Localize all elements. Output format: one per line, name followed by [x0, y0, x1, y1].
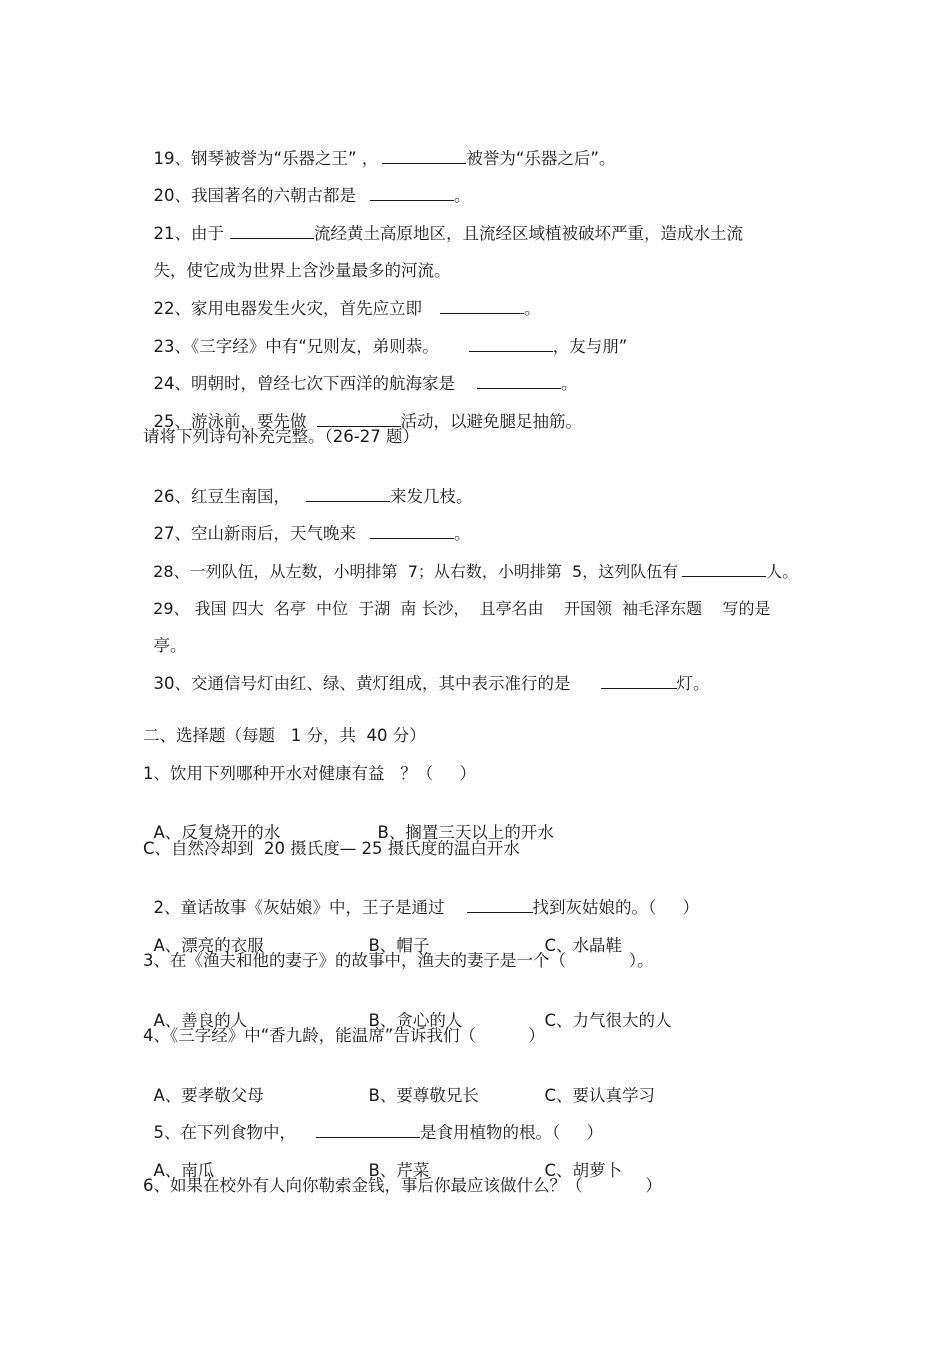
q29-text: 29、 我国 四大 名亭 中位 于湖 南 长沙， 且亭名由 开国领 袖毛泽东题 写的是	[153, 599, 771, 618]
choice-q3-option-c[interactable]: C、力气很大的人	[544, 1011, 672, 1030]
q28-text: 28、一列队伍，从左数，小明排第 7；从右数，小明排第 5，这列队伍有	[153, 562, 679, 581]
question-30	[143, 651, 710, 695]
q29-text-end: 亭。	[153, 636, 187, 655]
choice-q1-option-b[interactable]: B、搁置三天以上的开水	[377, 823, 554, 842]
answer-blank[interactable]	[317, 411, 401, 427]
answer-blank[interactable]	[370, 185, 454, 201]
q23-text-end: ，友与朋”	[552, 337, 628, 356]
answer-blank[interactable]	[306, 486, 390, 502]
q19-text: 19、钢琴被誉为“乐器之王” ，	[153, 149, 379, 168]
answer-blank[interactable]	[469, 336, 553, 352]
section-2-title: 二、选择题（每题 1 分，共 40 分）	[143, 726, 426, 745]
q25-text-end: 活动，以避免腿足抽筋。	[400, 412, 582, 431]
q20-text-end: 。	[454, 186, 471, 205]
choice-q2-option-a[interactable]: A、漂亮的衣服	[153, 936, 264, 955]
choice-q5-option-c[interactable]: C、胡萝卜	[544, 1161, 623, 1180]
answer-blank[interactable]	[601, 673, 677, 689]
q24-text-end: 。	[561, 374, 578, 393]
choice-q1-option-c[interactable]: C、自然冷却到 20 摄氏度— 25 摄氏度的温白开水	[143, 839, 520, 858]
q20-text: 20、我国著名的六朝古都是	[153, 186, 356, 205]
q26-text-end: 来发几枝。	[390, 487, 473, 506]
choice-q1-stem: 1、饮用下列哪种开水对健康有益 ？（ ）	[143, 764, 476, 783]
q22-text: 22、家用电器发生火灾，首先应立即	[153, 299, 422, 318]
choice-q5-option-b[interactable]: B、芹菜	[368, 1161, 430, 1180]
q21-text-end: 失，使它成为世界上含沙量最多的河流。	[153, 261, 451, 280]
q5-stem-end: 是食用植物的根。（ ）	[420, 1123, 603, 1142]
choice-q4-option-b[interactable]: B、要尊敬兄长	[368, 1086, 479, 1105]
answer-blank[interactable]	[440, 298, 524, 314]
q21-text-mid: 流经黄土高原地区，且流经区域植被破坏严重，造成水土流	[314, 224, 743, 243]
answer-blank[interactable]	[682, 561, 766, 577]
q22-text-end: 。	[524, 299, 541, 318]
q2-stem-text: 2、童话故事《灰姑娘》中，王子是通过	[153, 898, 445, 917]
q23-text: 23、《三字经》中有“兄则友，弟则恭。	[153, 337, 439, 356]
answer-blank[interactable]	[316, 1122, 420, 1138]
answer-blank[interactable]	[230, 223, 314, 239]
answer-blank[interactable]	[382, 148, 466, 164]
q27-text-end: 。	[454, 524, 471, 543]
choice-q3-option-a[interactable]: A、善良的人	[153, 1011, 248, 1030]
q27-text: 27、空山新雨后，天气晚来	[153, 524, 356, 543]
choice-q2-option-c[interactable]: C、水晶鞋	[544, 936, 623, 955]
choice-q4-option-a[interactable]: A、要孝敬父母	[153, 1086, 264, 1105]
q26-text: 26、红豆生南国，	[153, 487, 290, 506]
q2-stem-end: 找到灰姑娘的。（ ）	[532, 898, 699, 917]
q21-text: 21、由于	[153, 224, 224, 243]
answer-blank[interactable]	[467, 897, 533, 913]
choice-q3-option-b[interactable]: B、贪心的人	[368, 1011, 463, 1030]
choice-q3-stem: 3、在《渔夫和他的妻子》的故事中，渔夫的妻子是一个（ ）。	[143, 951, 654, 970]
choice-q5-option-a[interactable]: A、南瓜	[153, 1161, 215, 1180]
q24-text: 24、明朝时，曾经七次下西洋的航海家是	[153, 374, 455, 393]
q30-text: 30、交通信号灯由红、绿、黄灯组成，其中表示准行的是	[153, 674, 571, 693]
choice-q2-option-b[interactable]: B、帽子	[368, 936, 430, 955]
choice-q4-stem: 4、《三字经》中“香九龄，能温席”告诉我们（ ）	[143, 1026, 545, 1045]
q19-text-end: 被誉为“乐器之后”。	[466, 149, 616, 168]
choice-q4-option-c[interactable]: C、要认真学习	[544, 1086, 656, 1105]
answer-blank[interactable]	[477, 373, 561, 389]
q30-text-end: 灯。	[676, 674, 710, 693]
q28-text-end: 人。	[766, 562, 799, 581]
q5-stem-text: 5、在下列食物中，	[153, 1123, 296, 1142]
question-29	[143, 576, 771, 620]
choice-q6-stem: 6、如果在校外有人向你勒索金钱，事后你最应该做什么？（ ）	[143, 1176, 662, 1195]
answer-blank[interactable]	[370, 523, 454, 539]
choice-q1-option-a[interactable]: A、反复烧开的水	[153, 823, 281, 842]
q25-text: 25、游泳前，要先做	[153, 412, 307, 431]
poem-instruction: 请将下列诗句补充完整。（26-27 题）	[143, 427, 419, 446]
